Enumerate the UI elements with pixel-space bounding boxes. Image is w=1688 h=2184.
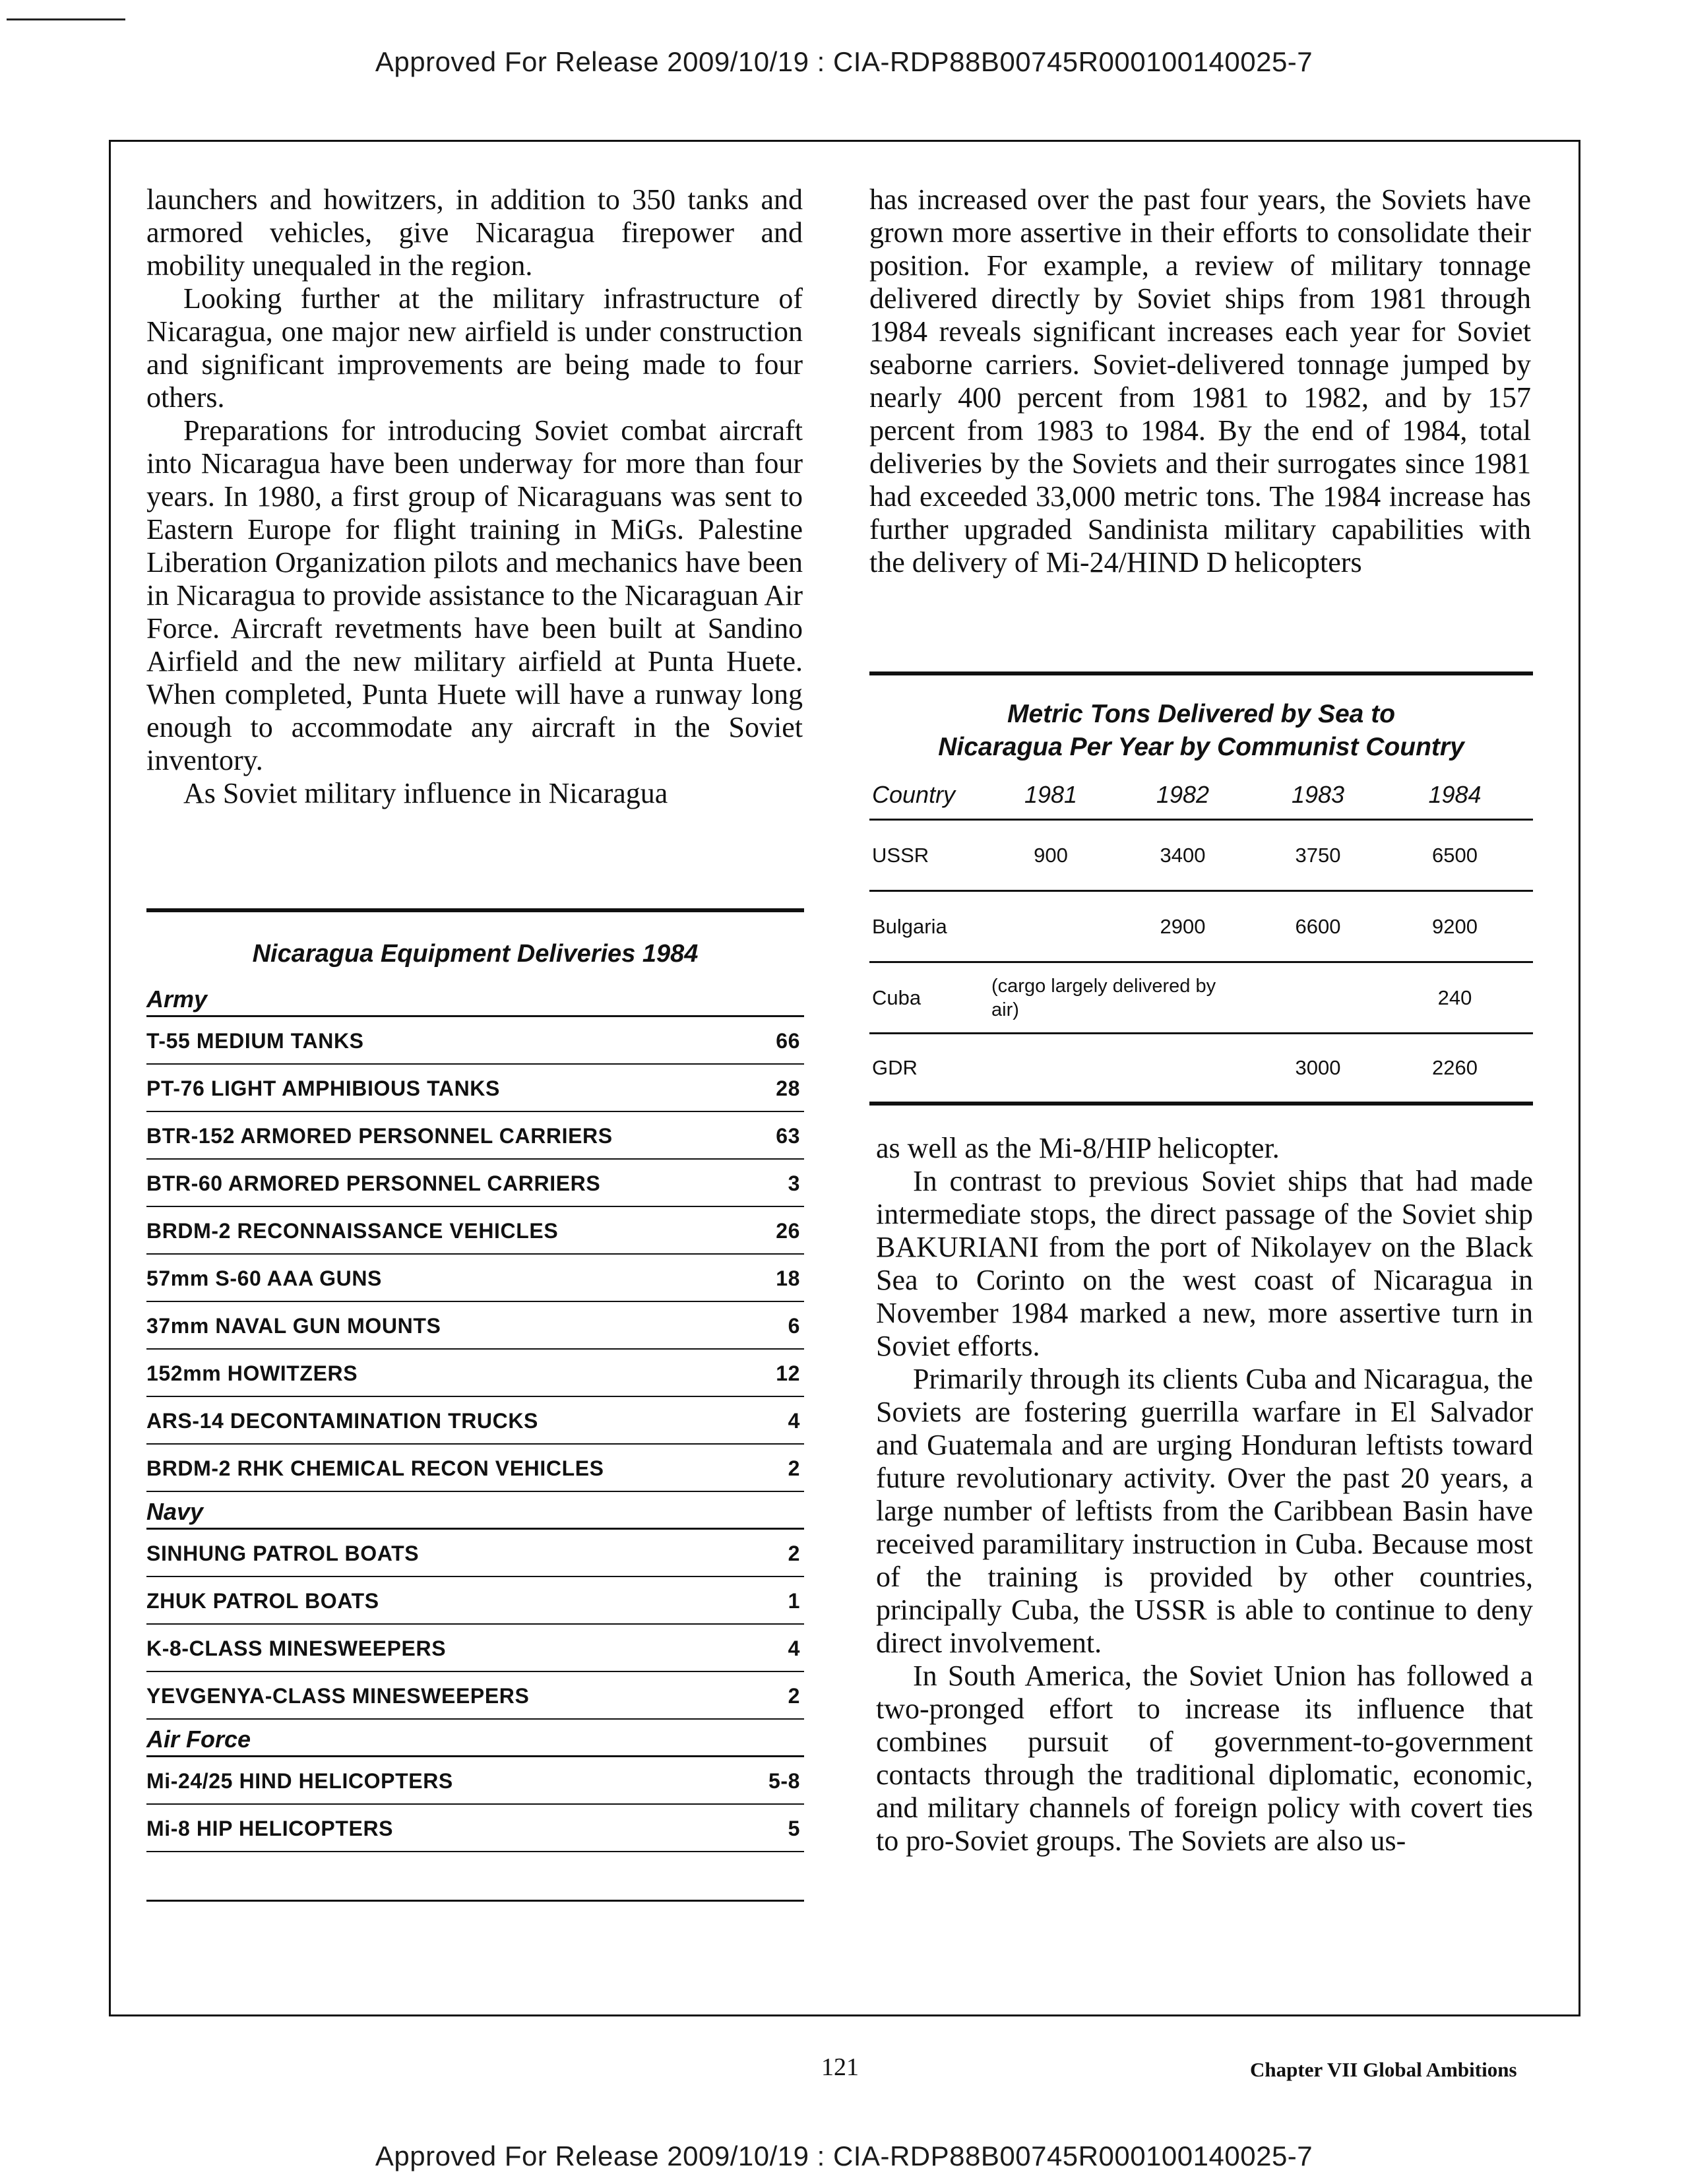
item-name: Mi-8 HIP HELICOPTERS — [146, 1816, 394, 1840]
item-qty: 28 — [776, 1076, 800, 1100]
item-qty: 5-8 — [768, 1768, 800, 1793]
scan-mark — [7, 18, 125, 20]
item-qty: 26 — [776, 1218, 800, 1243]
table-row — [146, 1757, 804, 1805]
table-row — [146, 1625, 804, 1672]
item-qty: 12 — [776, 1361, 800, 1385]
item-name: SINHUNG PATROL BOATS — [146, 1541, 420, 1565]
release-stamp-bottom: Approved For Release 2009/10/19 : CIA-RDP88B00745R000100140025-7 — [375, 2140, 1313, 2171]
table-row — [146, 1672, 804, 1720]
value-cell: 240 — [1437, 985, 1472, 1009]
release-stamp-top: Approved For Release 2009/10/19 : CIA-RDP88B00745R000100140025-7 — [375, 46, 1313, 77]
title-line: Metric Tons Delivered by Sea to — [1007, 700, 1396, 728]
table-row — [869, 963, 1533, 1034]
country-cell: Cuba — [872, 985, 922, 1009]
country-cell: GDR — [872, 1056, 918, 1079]
paragraph: as well as the Mi-8/HIP helicopter. — [876, 1132, 1280, 1164]
value-cell: 2260 — [1432, 1056, 1478, 1079]
value-cell: 900 — [1034, 843, 1068, 867]
value-cell: 3000 — [1295, 1056, 1341, 1079]
table-top-rule — [146, 908, 804, 912]
page-number: 121 — [821, 2053, 859, 2081]
item-qty: 4 — [788, 1408, 800, 1433]
item-qty: 5 — [788, 1816, 800, 1840]
item-qty: 3 — [788, 1171, 800, 1195]
table-row — [146, 1350, 804, 1397]
item-name: K-8-CLASS MINESWEEPERS — [146, 1636, 447, 1660]
equipment-deliveries-table — [146, 908, 804, 1902]
paragraph: launchers and howitzers, in addition to 350 tanks and armored vehicles, give Nicaragua firepower and mobility unequaled in the region. — [146, 183, 803, 282]
title-line: Nicaragua Per Year by Communist Country — [938, 733, 1464, 761]
item-qty: 4 — [788, 1636, 800, 1660]
table-row — [869, 892, 1533, 963]
paragraph: In contrast to previous Soviet ships that had made intermediate stops, the direct passage of the Soviet ship BAKURIANI from the port of Nikolayev on the Black Sea to Corinto on the west coast of Nicaragua in November 1984 marked a new, more assertive turn in Soviet efforts. — [876, 1165, 1533, 1362]
table-row — [146, 1397, 804, 1445]
table-row — [146, 1065, 804, 1112]
item-name: Mi-24/25 HIND HELICOPTERS — [146, 1768, 453, 1793]
table-row — [146, 1160, 804, 1207]
item-name: ZHUK PATROL BOATS — [146, 1588, 379, 1613]
item-qty: 2 — [788, 1541, 800, 1565]
item-name: BRDM-2 RHK CHEMICAL RECON VEHICLES — [146, 1456, 604, 1480]
table-row — [146, 1530, 804, 1577]
item-name: 152mm HOWITZERS — [146, 1361, 358, 1385]
equipment-table-title: Nicaragua Equipment Deliveries 1984 — [252, 940, 699, 968]
item-name: BTR-60 ARMORED PERSONNEL CARRIERS — [146, 1171, 601, 1195]
column-header: 1982 — [1156, 780, 1210, 808]
tonnage-table-title — [869, 698, 1533, 764]
left-column-text — [146, 183, 803, 810]
table-row — [146, 1302, 804, 1350]
table-row — [869, 1034, 1533, 1106]
right-column-text-bottom — [876, 1132, 1533, 1857]
value-cell: 3400 — [1160, 843, 1206, 867]
item-qty: 18 — [776, 1266, 800, 1290]
item-name: 57mm S-60 AAA GUNS — [146, 1266, 382, 1290]
paragraph: In South America, the Soviet Union has followed a two-pronged effort to increase its influence that combines pursuit of government-to-government contacts through the traditional diplomatic, economic, and military channels of foreign policy with covert ties to pro-Soviet groups. The Soviets are also us- — [876, 1660, 1533, 1857]
item-name: BTR-152 ARMORED PERSONNEL CARRIERS — [146, 1123, 613, 1148]
item-qty: 6 — [788, 1313, 800, 1338]
item-name: BRDM-2 RECONNAISSANCE VEHICLES — [146, 1218, 559, 1243]
column-header: Country — [872, 780, 956, 808]
item-qty: 1 — [788, 1588, 800, 1613]
column-header: 1983 — [1291, 780, 1345, 808]
item-qty: 66 — [776, 1028, 800, 1053]
item-name: PT-76 LIGHT AMPHIBIOUS TANKS — [146, 1076, 500, 1100]
section-army: Army — [146, 980, 804, 1017]
table-row — [146, 1112, 804, 1160]
item-qty: 63 — [776, 1123, 800, 1148]
value-cell: 9200 — [1432, 914, 1478, 938]
value-cell: 3750 — [1295, 843, 1341, 867]
right-column-text-top — [869, 183, 1531, 579]
paragraph: As Soviet military influence in Nicaragua — [183, 777, 668, 809]
paragraph: Looking further at the military infrastructure of Nicaragua, one major new airfield is under construction and significant improvements are being made to four others. — [146, 282, 803, 414]
item-name: YEVGENYA-CLASS MINESWEEPERS — [146, 1683, 530, 1708]
section-navy: Navy — [146, 1492, 804, 1530]
item-name: T-55 MEDIUM TANKS — [146, 1028, 364, 1053]
item-qty: 2 — [788, 1683, 800, 1708]
chapter-label: Chapter VII Global Ambitions — [1250, 2058, 1517, 2081]
table-bottom-rule — [146, 1852, 804, 1902]
country-cell: USSR — [872, 843, 929, 867]
value-cell: 2900 — [1160, 914, 1206, 938]
country-cell: Bulgaria — [872, 914, 947, 938]
table-row — [146, 1017, 804, 1065]
item-qty: 2 — [788, 1456, 800, 1480]
table-row — [146, 1255, 804, 1302]
paragraph: Preparations for introducing Soviet combat aircraft into Nicaragua have been underway for more than four years. In 1980, a first group of Nicaraguans was sent to Eastern Europe for flight training in MiGs. Palestine Liberation Organization pilots and mechanics have been in Nicaragua to provide assistance to the Nicaraguan Air Force. Aircraft revetments have been built at Sandino Airfield and the new military airfield at Punta Huete. When completed, Punta Huete will have a runway long enough to accommodate any aircraft in the Soviet inventory. — [146, 414, 803, 776]
value-cell: 6500 — [1432, 843, 1478, 867]
note-cell: (cargo largely delivered by air) — [991, 975, 1216, 1020]
table-row — [146, 1207, 804, 1255]
metric-tons-table — [869, 671, 1533, 1106]
table-row — [869, 821, 1533, 892]
table-header-row — [869, 764, 1533, 821]
value-cell: 6600 — [1295, 914, 1341, 938]
table-row — [146, 1577, 804, 1625]
column-header: 1981 — [1024, 780, 1078, 808]
table-top-rule — [869, 671, 1533, 675]
paragraph: Primarily through its clients Cuba and Nicaragua, the Soviets are fostering guerrilla warfare in El Salvador and Guatemala and are urging Honduran leftists toward future revolutionary activity. Over the past 20 years, a large number of leftists from the Caribbean Basin have received paramilitary instruction in Cuba. Because most of the training is provided by other countries, principally Cuba, the USSR is able to continue to deny direct involvement. — [876, 1363, 1533, 1659]
table-row — [146, 1805, 804, 1852]
paragraph: has increased over the past four years, the Soviets have grown more assertive in their efforts to consolidate their position. For example, a review of military tonnage delivered directly by Soviet ships from 1981 through 1984 reveals significant increases each year for Soviet seaborne carriers. Soviet-delivered tonnage jumped by nearly 400 percent from 1981 to 1982, and by 157 percent from 1983 to 1984. By the end of 1984, total deliveries by the Soviets and their surrogates since 1981 had exceeded 33,000 metric tons. The 1984 increase has further upgraded Sandinista military capabilities with the delivery of Mi-24/HIND D helicopters — [869, 183, 1531, 578]
item-name: ARS-14 DECONTAMINATION TRUCKS — [146, 1408, 538, 1433]
table-row — [146, 1445, 804, 1492]
column-header: 1984 — [1428, 780, 1482, 808]
section-air-force: Air Force — [146, 1720, 804, 1757]
item-name: 37mm NAVAL GUN MOUNTS — [146, 1313, 441, 1338]
